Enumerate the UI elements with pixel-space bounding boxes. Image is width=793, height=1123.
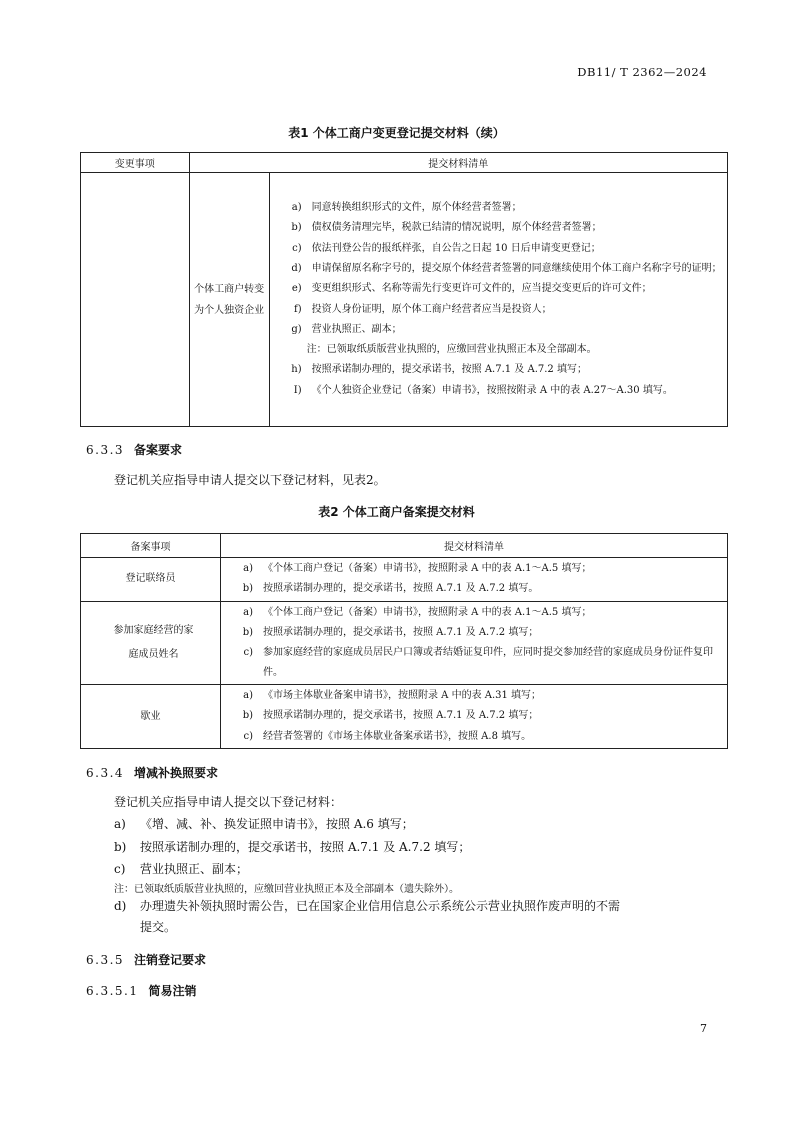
list-item: c) 营业执照正、副本； xyxy=(114,862,249,876)
section-heading: 6.3.4 增减补换照要求 xyxy=(86,766,219,780)
column-header: 备案事项 xyxy=(81,534,221,558)
list-item: c) 依法刊登公告的报纸样张，自公告之日起 10 日后申请变更登记； xyxy=(292,242,601,254)
section-heading: 6.3.5 注销登记要求 xyxy=(86,953,207,967)
list-item: c) 经营者签署的《市场主体歇业备案承诺书》，按照 A.8 填写。 xyxy=(243,730,532,742)
list-item: d) 办理遗失补领执照时需公告，已在国家企业信用信息公示系统公示营业执照作废声明的不需 xyxy=(114,899,621,913)
list-item-continuation: 提交。 xyxy=(140,920,177,934)
filing-item-name: 登记联络员 xyxy=(81,558,221,602)
list-item: b) 按照承诺制办理的，提交承诺书，按照 A.7.1 及 A.7.2 填写。 xyxy=(242,583,539,595)
materials-cell xyxy=(221,601,728,685)
table-row xyxy=(81,173,728,427)
column-header: 提交材料清单 xyxy=(221,534,728,558)
table1 xyxy=(80,152,728,427)
filing-item-name: 歇业 xyxy=(81,685,221,749)
section-heading: 6.3.3 备案要求 xyxy=(86,443,183,457)
list-item: c) 参加家庭经营的家庭成员居民户口簿或者结婚证复印件，应同时提交参加经营的家庭成员身份证件复印件。 xyxy=(243,647,713,679)
list-item: b) 按照承诺制办理的，提交承诺书，按照 A.7.1 及 A.7.2 填写； xyxy=(114,840,471,854)
column-header: 变更事项 xyxy=(81,153,190,173)
list-item: I) 《个人独资企业登记（备案）申请书》，按照按附录 A 中的表 A.27～A.30 填写。 xyxy=(293,384,673,396)
materials-cell xyxy=(221,558,728,602)
table-note: 注：已领取纸质版营业执照的，应缴回营业执照正本及全部副本。 xyxy=(306,344,597,356)
list-item: f) 投资人身份证明，原个体工商户经营者应当是投资人； xyxy=(294,303,552,315)
list-item: b) 按照承诺制办理的，提交承诺书，按照 A.7.1 及 A.7.2 填写； xyxy=(242,710,539,722)
section-heading: 6.3.5.1 简易注销 xyxy=(86,984,197,998)
list-item: a) 《增、减、补、换发证照申请书》，按照 A.6 填写； xyxy=(114,817,414,831)
document-code: DB11/ T 2362—2024 xyxy=(577,65,707,79)
table-row xyxy=(81,685,728,749)
table-header-row xyxy=(81,534,728,558)
list-item: b) 债权债务清理完毕，税款已结清的情况说明，原个体经营者签署； xyxy=(291,222,602,234)
list-item: a) 《市场主体歇业备案申请书》，按照附录 A 中的表 A.31 填写； xyxy=(243,690,542,702)
table1-caption: 表1 个体工商户变更登记提交材料（续） xyxy=(288,126,505,140)
list-item: a) 同意转换组织形式的文件，原个体经营者签署； xyxy=(291,202,522,214)
list-item: d) 申请保留原名称字号的，提交原个体经营者签署的同意继续使用个体工商户名称字号的证明； xyxy=(291,262,722,274)
materials-cell xyxy=(269,173,727,427)
table-spacer-cell xyxy=(81,173,190,427)
table-row xyxy=(81,558,728,602)
list-item: h) 按照承诺制办理的，提交承诺书，按照 A.7.1 及 A.7.2 填写； xyxy=(291,364,587,376)
table-header-row xyxy=(81,153,728,173)
materials-cell xyxy=(221,685,728,749)
list-item: e) 变更组织形式、名称等需先行变更许可文件的，应当提交变更后的许可文件； xyxy=(291,283,652,295)
note-text: 注：已领取纸质版营业执照的，应缴回营业执照正本及全部副本（遗失除外）。 xyxy=(114,884,459,895)
column-header: 提交材料清单 xyxy=(189,153,727,173)
list-item: g) 营业执照正、副本； xyxy=(291,323,402,335)
table-row xyxy=(81,601,728,685)
paragraph: 登记机关应指导申请人提交以下登记材料，见表2。 xyxy=(114,473,386,487)
table2 xyxy=(80,533,728,749)
filing-item-name: 参加家庭经营的家庭成员姓名 xyxy=(81,601,221,685)
list-item: b) 按照承诺制办理的，提交承诺书，按照 A.7.1 及 A.7.2 填写； xyxy=(242,626,539,638)
table2-caption: 表2 个体工商户备案提交材料 xyxy=(318,505,475,519)
paragraph: 登记机关应指导申请人提交以下登记材料： xyxy=(114,795,343,809)
list-item: a) 《个体工商户登记（备案）申请书》，按照附录 A 中的表 A.1～A.5 填写； xyxy=(243,563,592,574)
list-item: a) 《个体工商户登记（备案）申请书》，按照附录 A 中的表 A.1～A.5 填写； xyxy=(243,606,592,618)
page-number: 7 xyxy=(700,1022,707,1035)
change-item-name: 个体工商户转变为个人独资企业 xyxy=(189,173,269,427)
